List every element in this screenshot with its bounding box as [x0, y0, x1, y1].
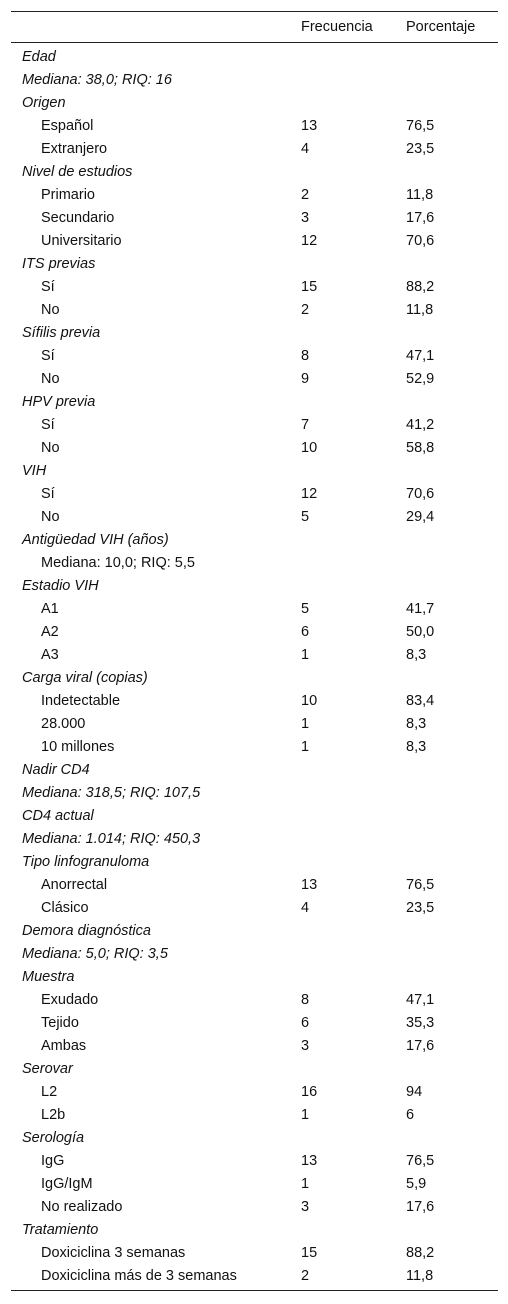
category-label: Mediana: 318,5; RIQ: 107,5	[22, 785, 201, 801]
table-row	[11, 138, 498, 161]
category-row	[11, 1127, 498, 1150]
table-row	[11, 207, 498, 230]
category-label: CD4 actual	[22, 808, 94, 824]
table-row	[11, 1150, 498, 1173]
row-label: No	[41, 302, 60, 318]
porcentaje-cell: 52,9	[406, 371, 435, 387]
table-row	[11, 437, 498, 460]
category-label: Tratamiento	[22, 1222, 99, 1238]
category-row	[11, 322, 498, 345]
row-label: No	[41, 509, 60, 525]
row-label: Español	[41, 118, 94, 134]
frecuencia-cell: 13	[301, 877, 318, 893]
porcentaje-cell: 17,6	[406, 1038, 435, 1054]
table-header	[11, 12, 498, 43]
porcentaje-cell: 47,1	[406, 992, 435, 1008]
table-row	[11, 736, 498, 759]
table-body	[11, 43, 498, 1290]
table-row	[11, 598, 498, 621]
table-row	[11, 368, 498, 391]
frecuencia-cell: 12	[301, 486, 318, 502]
category-row	[11, 805, 498, 828]
porcentaje-cell: 47,1	[406, 348, 435, 364]
row-label: Doxiciclina 3 semanas	[41, 1245, 186, 1261]
row-label: Mediana: 10,0; RIQ: 5,5	[41, 555, 195, 571]
frecuencia-cell: 5	[301, 509, 310, 525]
row-label: Sí	[41, 279, 55, 295]
category-label: Mediana: 1.014; RIQ: 450,3	[22, 831, 201, 847]
category-row	[11, 529, 498, 552]
category-row	[11, 1219, 498, 1242]
porcentaje-cell: 23,5	[406, 141, 435, 157]
frecuencia-cell: 3	[301, 210, 310, 226]
category-label: Serovar	[22, 1061, 73, 1077]
category-label: Mediana: 5,0; RIQ: 3,5	[22, 946, 168, 962]
table-row	[11, 1035, 498, 1058]
category-row	[11, 460, 498, 483]
category-label: Nivel de estudios	[22, 164, 133, 180]
table-row	[11, 989, 498, 1012]
row-label: Ambas	[41, 1038, 87, 1054]
frecuencia-cell: 10	[301, 693, 318, 709]
row-label: Universitario	[41, 233, 122, 249]
category-label: Demora diagnóstica	[22, 923, 151, 939]
category-label: VIH	[22, 463, 47, 479]
category-label: Muestra	[22, 969, 75, 985]
frecuencia-cell: 2	[301, 1268, 310, 1284]
row-label: 28.000	[41, 716, 86, 732]
row-label: Sí	[41, 486, 55, 502]
row-label: No	[41, 371, 60, 387]
table-row	[11, 483, 498, 506]
category-row	[11, 575, 498, 598]
frecuencia-cell: 1	[301, 716, 310, 732]
row-label: Clásico	[41, 900, 89, 916]
category-label: Nadir CD4	[22, 762, 90, 778]
frecuencia-cell: 8	[301, 992, 310, 1008]
table-row	[11, 1196, 498, 1219]
category-row	[11, 391, 498, 414]
porcentaje-cell: 83,4	[406, 693, 435, 709]
row-label: Sí	[41, 348, 55, 364]
category-row	[11, 92, 498, 115]
category-row	[11, 46, 498, 69]
porcentaje-cell: 8,3	[406, 716, 427, 732]
porcentaje-cell: 5,9	[406, 1176, 427, 1192]
porcentaje-cell: 76,5	[406, 118, 435, 134]
row-label: Primario	[41, 187, 95, 203]
frecuencia-cell: 13	[301, 118, 318, 134]
porcentaje-cell: 8,3	[406, 647, 427, 663]
porcentaje-cell: 11,8	[406, 302, 434, 318]
table-row	[11, 874, 498, 897]
row-label: Tejido	[41, 1015, 79, 1031]
category-label: ITS previas	[22, 256, 96, 272]
porcentaje-cell: 8,3	[406, 739, 427, 755]
table-row	[11, 184, 498, 207]
porcentaje-cell: 70,6	[406, 233, 435, 249]
frecuencia-cell: 1	[301, 1107, 310, 1123]
category-label: Edad	[22, 49, 56, 65]
table-row	[11, 1081, 498, 1104]
category-row	[11, 851, 498, 874]
table-row	[11, 276, 498, 299]
category-row	[11, 828, 498, 851]
porcentaje-cell: 94	[406, 1084, 423, 1100]
row-label: IgG	[41, 1153, 65, 1169]
row-label: Extranjero	[41, 141, 108, 157]
porcentaje-cell: 17,6	[406, 210, 435, 226]
table-row	[11, 1265, 498, 1288]
porcentaje-cell: 70,6	[406, 486, 435, 502]
porcentaje-cell: 29,4	[406, 509, 435, 525]
table-row	[11, 414, 498, 437]
frecuencia-cell: 1	[301, 739, 310, 755]
data-table	[11, 11, 498, 1291]
category-row	[11, 920, 498, 943]
header-porcentaje: Porcentaje	[406, 19, 476, 35]
row-label: Anorrectal	[41, 877, 108, 893]
category-label: HPV previa	[22, 394, 96, 410]
table-row	[11, 345, 498, 368]
header-frecuencia: Frecuencia	[301, 19, 373, 35]
row-label: L2b	[41, 1107, 66, 1123]
porcentaje-cell: 76,5	[406, 877, 435, 893]
porcentaje-cell: 23,5	[406, 900, 435, 916]
frecuencia-cell: 8	[301, 348, 310, 364]
frecuencia-cell: 16	[301, 1084, 318, 1100]
frecuencia-cell: 3	[301, 1199, 310, 1215]
porcentaje-cell: 76,5	[406, 1153, 435, 1169]
table-row	[11, 644, 498, 667]
frecuencia-cell: 1	[301, 1176, 310, 1192]
category-label: Tipo linfogranuloma	[22, 854, 150, 870]
row-label: No	[41, 440, 60, 456]
porcentaje-cell: 50,0	[406, 624, 435, 640]
category-label: Estadio VIH	[22, 578, 99, 594]
frecuencia-cell: 6	[301, 1015, 310, 1031]
porcentaje-cell: 17,6	[406, 1199, 435, 1215]
porcentaje-cell: 41,2	[406, 417, 435, 433]
row-label: 10 millones	[41, 739, 115, 755]
category-row	[11, 759, 498, 782]
porcentaje-cell: 35,3	[406, 1015, 435, 1031]
table-row	[11, 552, 498, 575]
category-row	[11, 253, 498, 276]
category-label: Mediana: 38,0; RIQ: 16	[22, 72, 172, 88]
category-label: Serología	[22, 1130, 85, 1146]
frecuencia-cell: 2	[301, 302, 310, 318]
frecuencia-cell: 4	[301, 141, 310, 157]
category-label: Sífilis previa	[22, 325, 101, 341]
table-row	[11, 1173, 498, 1196]
porcentaje-cell: 11,8	[406, 187, 434, 203]
table-row	[11, 230, 498, 253]
row-label: L2	[41, 1084, 58, 1100]
table-row	[11, 621, 498, 644]
category-row	[11, 69, 498, 92]
row-label: A2	[41, 624, 59, 640]
frecuencia-cell: 7	[301, 417, 310, 433]
table-row	[11, 690, 498, 713]
row-label: Doxiciclina más de 3 semanas	[41, 1268, 237, 1284]
category-row	[11, 667, 498, 690]
table-row	[11, 1242, 498, 1265]
porcentaje-cell: 11,8	[406, 1268, 434, 1284]
frecuencia-cell: 2	[301, 187, 310, 203]
table-row	[11, 299, 498, 322]
table-row	[11, 1104, 498, 1127]
category-row	[11, 782, 498, 805]
category-label: Carga viral (copias)	[22, 670, 148, 686]
frecuencia-cell: 12	[301, 233, 318, 249]
frecuencia-cell: 13	[301, 1153, 318, 1169]
frecuencia-cell: 4	[301, 900, 310, 916]
porcentaje-cell: 58,8	[406, 440, 435, 456]
category-row	[11, 943, 498, 966]
row-label: IgG/IgM	[41, 1176, 93, 1192]
row-label: A1	[41, 601, 59, 617]
category-row	[11, 161, 498, 184]
frecuencia-cell: 5	[301, 601, 310, 617]
row-label: Secundario	[41, 210, 115, 226]
category-row	[11, 1058, 498, 1081]
frecuencia-cell: 1	[301, 647, 310, 663]
row-label: Exudado	[41, 992, 99, 1008]
table-row	[11, 506, 498, 529]
category-label: Antigüedad VIH (años)	[22, 532, 169, 548]
table-row	[11, 713, 498, 736]
table-row	[11, 115, 498, 138]
row-label: Sí	[41, 417, 55, 433]
row-label: A3	[41, 647, 59, 663]
porcentaje-cell: 6	[406, 1107, 415, 1123]
frecuencia-cell: 15	[301, 279, 318, 295]
frecuencia-cell: 9	[301, 371, 310, 387]
porcentaje-cell: 88,2	[406, 279, 435, 295]
frecuencia-cell: 6	[301, 624, 310, 640]
row-label: No realizado	[41, 1199, 123, 1215]
frecuencia-cell: 10	[301, 440, 318, 456]
frecuencia-cell: 3	[301, 1038, 310, 1054]
category-label: Origen	[22, 95, 66, 111]
row-label: Indetectable	[41, 693, 121, 709]
table-row	[11, 1012, 498, 1035]
table-row	[11, 897, 498, 920]
frecuencia-cell: 15	[301, 1245, 318, 1261]
porcentaje-cell: 88,2	[406, 1245, 435, 1261]
category-row	[11, 966, 498, 989]
porcentaje-cell: 41,7	[406, 601, 435, 617]
